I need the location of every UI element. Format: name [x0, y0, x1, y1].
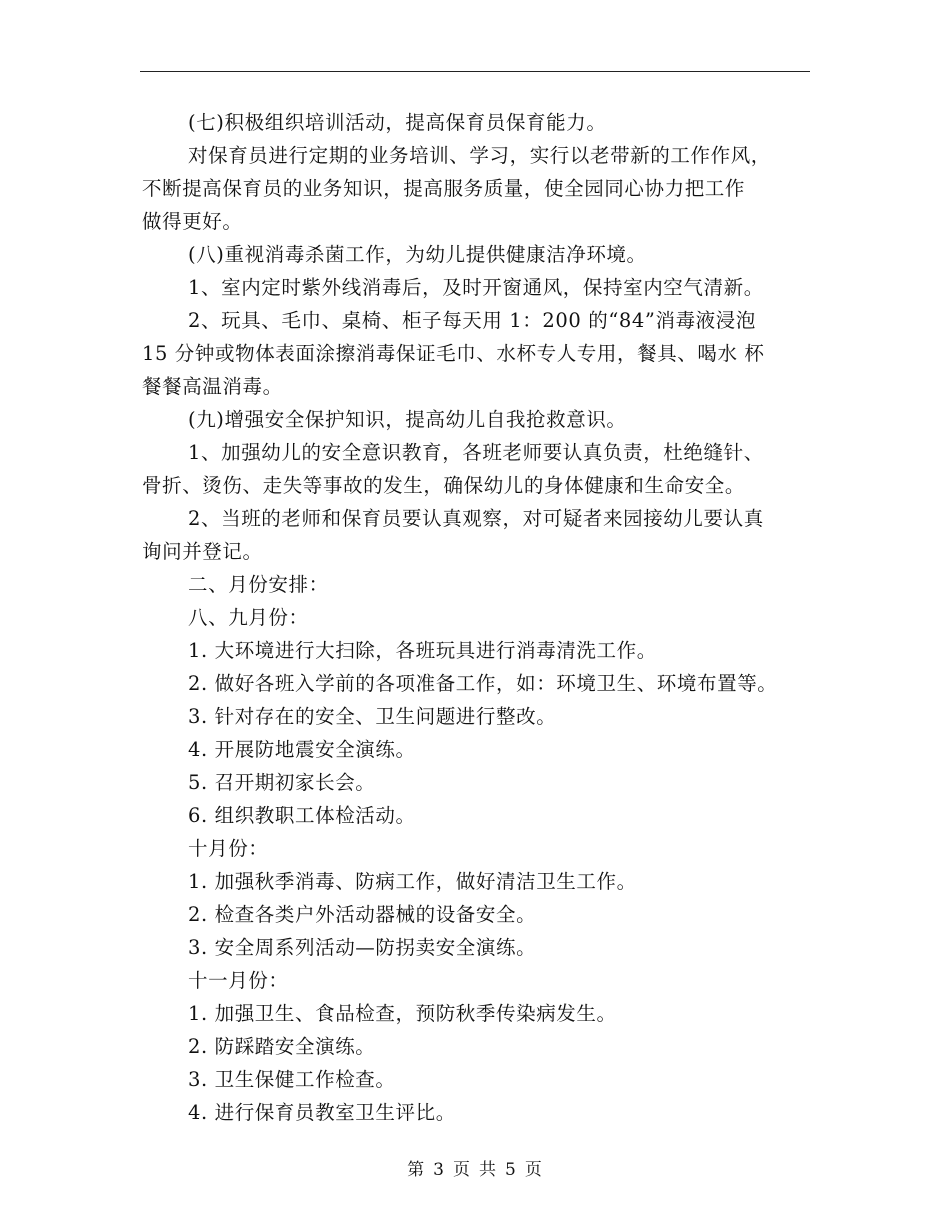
- list-item: 2. 做好各班入学前的各项准备工作，如：环境卫生、环境布置等。: [188, 672, 778, 695]
- paragraph-line: 对保育员进行定期的业务培训、学习，实行以老带新的工作作风，: [188, 144, 771, 167]
- list-item: 3. 安全周系列活动—防拐卖安全演练。: [188, 936, 537, 959]
- paragraph-line: 1、室内定时紫外线消毒后，及时开窗通风，保持室内空气清新。: [188, 276, 764, 299]
- footer-total-word: 共: [479, 1160, 497, 1180]
- list-item: 3. 针对存在的安全、卫生问题进行整改。: [188, 705, 557, 728]
- list-item: 1. 加强秋季消毒、防病工作，做好清洁卫生工作。: [188, 870, 637, 893]
- list-item: 1. 加强卫生、食品检查，预防秋季传染病发生。: [188, 1002, 617, 1025]
- document-body: [142, 106, 832, 1129]
- paragraph-line: 询问并登记。: [142, 540, 263, 563]
- paragraph-line: 骨折、烫伤、走失等事故的发生，确保幼儿的身体健康和生命安全。: [142, 474, 746, 497]
- list-item: 3. 卫生保健工作检查。: [188, 1068, 396, 1091]
- month-heading: 十月份：: [188, 837, 269, 860]
- list-item: 4. 进行保育员教室卫生评比。: [188, 1101, 456, 1124]
- paragraph-line: 15 分钟或物体表面涂擦消毒保证毛巾、水杯专人专用，餐具、喝水 杯: [142, 342, 765, 365]
- page-footer: [0, 1155, 950, 1180]
- month-heading: 十一月份：: [188, 969, 289, 992]
- paragraph-line: 餐餐高温消毒。: [142, 375, 283, 398]
- list-item: 4. 开展防地震安全演练。: [188, 738, 416, 761]
- list-item: 2. 检查各类户外活动器械的设备安全。: [188, 903, 537, 926]
- paragraph-line: 2、玩具、毛巾、桌椅、柜子每天用 1：200 的“84”消毒液浸泡: [188, 309, 756, 332]
- total-page-count: 5: [505, 1160, 517, 1180]
- list-item: 2. 防踩踏安全演练。: [188, 1035, 376, 1058]
- current-page-number: 3: [433, 1160, 445, 1180]
- section-heading: 二、月份安排：: [188, 573, 329, 596]
- section-heading: (八)重视消毒杀菌工作，为幼儿提供健康洁净环境。: [188, 243, 647, 266]
- paragraph-line: 做得更好。: [142, 210, 243, 233]
- paragraph-line: 1、加强幼儿的安全意识教育，各班老师要认真负责，杜绝缝针、: [188, 441, 764, 464]
- footer-page-word: 页: [453, 1160, 471, 1180]
- list-item: 6. 组织教职工体检活动。: [188, 804, 416, 827]
- paragraph-line: (七)积极组织培训活动，提高保育员保育能力。: [188, 111, 607, 134]
- paragraph-line: 不断提高保育员的业务知识，提高服务质量，使全园同心协力把工作: [142, 177, 746, 200]
- header-rule: [140, 71, 810, 72]
- list-item: 1. 大环境进行大扫除，各班玩具进行消毒清洗工作。: [188, 639, 657, 662]
- month-heading: 八、九月份：: [188, 606, 309, 629]
- section-heading: (九)增强安全保护知识，提高幼儿自我抢救意识。: [188, 408, 627, 431]
- footer-prefix: 第: [407, 1160, 426, 1180]
- footer-page-word-2: 页: [524, 1160, 543, 1180]
- list-item: 5. 召开期初家长会。: [188, 771, 376, 794]
- paragraph-line: 2、当班的老师和保育员要认真观察，对可疑者来园接幼儿要认真: [188, 507, 764, 530]
